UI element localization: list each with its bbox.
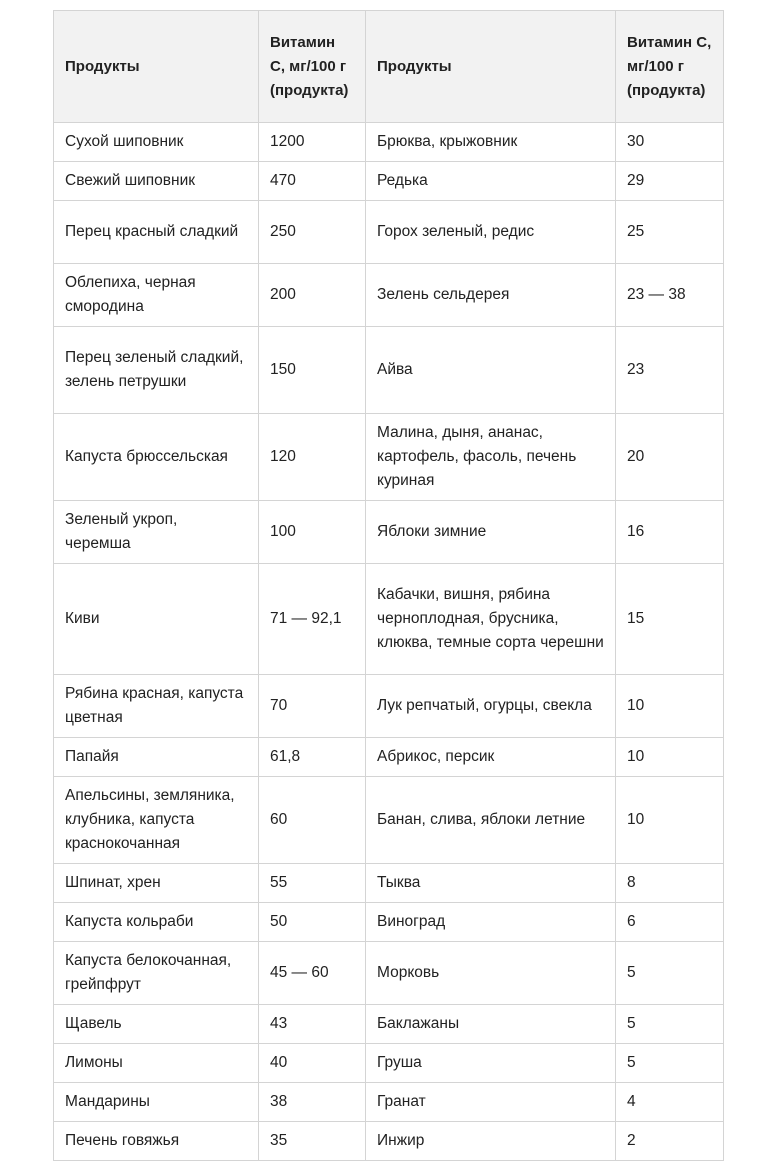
vitamin-value-cell: 150	[259, 327, 366, 414]
product-cell: Капуста белокочанная, грейпфрут	[54, 942, 259, 1005]
product-cell: Лимоны	[54, 1044, 259, 1083]
vitamin-value-cell: 10	[616, 675, 724, 738]
vitamin-value-cell: 25	[616, 201, 724, 264]
table-row	[54, 327, 724, 414]
vitamin-value-cell: 5	[616, 942, 724, 1005]
vitamin-value-cell: 70	[259, 675, 366, 738]
vitamin-value-cell: 40	[259, 1044, 366, 1083]
table-row	[54, 942, 724, 1005]
product-cell: Инжир	[366, 1122, 616, 1161]
table-row	[54, 903, 724, 942]
vitamin-value-cell: 5	[616, 1044, 724, 1083]
vitamin-value-cell: 23	[616, 327, 724, 414]
table-row	[54, 264, 724, 327]
product-cell: Виноград	[366, 903, 616, 942]
header-row	[54, 11, 724, 123]
table-row	[54, 1044, 724, 1083]
product-cell: Мандарины	[54, 1083, 259, 1122]
vitamin-value-cell: 43	[259, 1005, 366, 1044]
vitamin-value-cell: 2	[616, 1122, 724, 1161]
vitamin-value-cell: 71 — 92,1	[259, 564, 366, 675]
product-cell: Банан, слива, яблоки летние	[366, 777, 616, 864]
product-cell: Кабачки, вишня, рябина черноплодная, брусника, клюква, темные сорта черешни	[366, 564, 616, 675]
product-cell: Сухой шиповник	[54, 123, 259, 162]
header-vitamin-c-2: Витамин С, мг/100 г (продукта)	[616, 11, 724, 123]
table-row	[54, 201, 724, 264]
vitamin-value-cell: 4	[616, 1083, 724, 1122]
vitamin-value-cell: 16	[616, 501, 724, 564]
product-cell: Облепиха, черная смородина	[54, 264, 259, 327]
table-row	[54, 738, 724, 777]
vitamin-value-cell: 20	[616, 414, 724, 501]
table-row	[54, 675, 724, 738]
product-cell: Апельсины, земляника, клубника, капуста краснокочанная	[54, 777, 259, 864]
product-cell: Баклажаны	[366, 1005, 616, 1044]
product-cell: Морковь	[366, 942, 616, 1005]
vitamin-value-cell: 50	[259, 903, 366, 942]
vitamin-value-cell: 29	[616, 162, 724, 201]
product-cell: Редька	[366, 162, 616, 201]
header-vitamin-c-1: Витамин С, мг/100 г (продукта)	[259, 11, 366, 123]
vitamin-value-cell: 100	[259, 501, 366, 564]
product-cell: Абрикос, персик	[366, 738, 616, 777]
product-cell: Свежий шиповник	[54, 162, 259, 201]
product-cell: Брюква, крыжовник	[366, 123, 616, 162]
table-row	[54, 1083, 724, 1122]
product-cell: Печень говяжья	[54, 1122, 259, 1161]
product-cell: Киви	[54, 564, 259, 675]
product-cell: Перец красный сладкий	[54, 201, 259, 264]
table-row	[54, 1005, 724, 1044]
vitamin-value-cell: 38	[259, 1083, 366, 1122]
product-cell: Щавель	[54, 1005, 259, 1044]
product-cell: Рябина красная, капуста цветная	[54, 675, 259, 738]
table-row	[54, 777, 724, 864]
vitamin-value-cell: 45 — 60	[259, 942, 366, 1005]
vitamin-value-cell: 200	[259, 264, 366, 327]
table-row	[54, 1122, 724, 1161]
product-cell: Груша	[366, 1044, 616, 1083]
product-cell: Яблоки зимние	[366, 501, 616, 564]
product-cell: Лук репчатый, огурцы, свекла	[366, 675, 616, 738]
product-cell: Горох зеленый, редис	[366, 201, 616, 264]
product-cell: Гранат	[366, 1083, 616, 1122]
vitamin-value-cell: 1200	[259, 123, 366, 162]
vitamin-value-cell: 35	[259, 1122, 366, 1161]
vitamin-value-cell: 120	[259, 414, 366, 501]
product-cell: Малина, дыня, ананас, картофель, фасоль, печень куриная	[366, 414, 616, 501]
product-cell: Айва	[366, 327, 616, 414]
product-cell: Перец зеленый сладкий, зелень петрушки	[54, 327, 259, 414]
product-cell: Папайя	[54, 738, 259, 777]
table-row	[54, 564, 724, 675]
vitamin-value-cell: 61,8	[259, 738, 366, 777]
table-row	[54, 414, 724, 501]
vitamin-value-cell: 60	[259, 777, 366, 864]
vitamin-value-cell: 10	[616, 738, 724, 777]
vitamin-value-cell: 30	[616, 123, 724, 162]
vitamin-value-cell: 6	[616, 903, 724, 942]
header-product-2: Продукты	[366, 11, 616, 123]
product-cell: Зелень сельдерея	[366, 264, 616, 327]
header-product-1: Продукты	[54, 11, 259, 123]
vitamin-value-cell: 5	[616, 1005, 724, 1044]
vitamin-value-cell: 10	[616, 777, 724, 864]
vitamin-value-cell: 470	[259, 162, 366, 201]
vitamin-value-cell: 8	[616, 864, 724, 903]
vitamin-value-cell: 250	[259, 201, 366, 264]
product-cell: Тыква	[366, 864, 616, 903]
product-cell: Зеленый укроп, черемша	[54, 501, 259, 564]
vitamin-value-cell: 23 — 38	[616, 264, 724, 327]
table-row	[54, 864, 724, 903]
table-row	[54, 123, 724, 162]
vitamin-value-cell: 55	[259, 864, 366, 903]
vitamin-c-table	[53, 10, 724, 1161]
product-cell: Шпинат, хрен	[54, 864, 259, 903]
table-row	[54, 501, 724, 564]
table-row	[54, 162, 724, 201]
product-cell: Капуста кольраби	[54, 903, 259, 942]
product-cell: Капуста брюссельская	[54, 414, 259, 501]
vitamin-value-cell: 15	[616, 564, 724, 675]
